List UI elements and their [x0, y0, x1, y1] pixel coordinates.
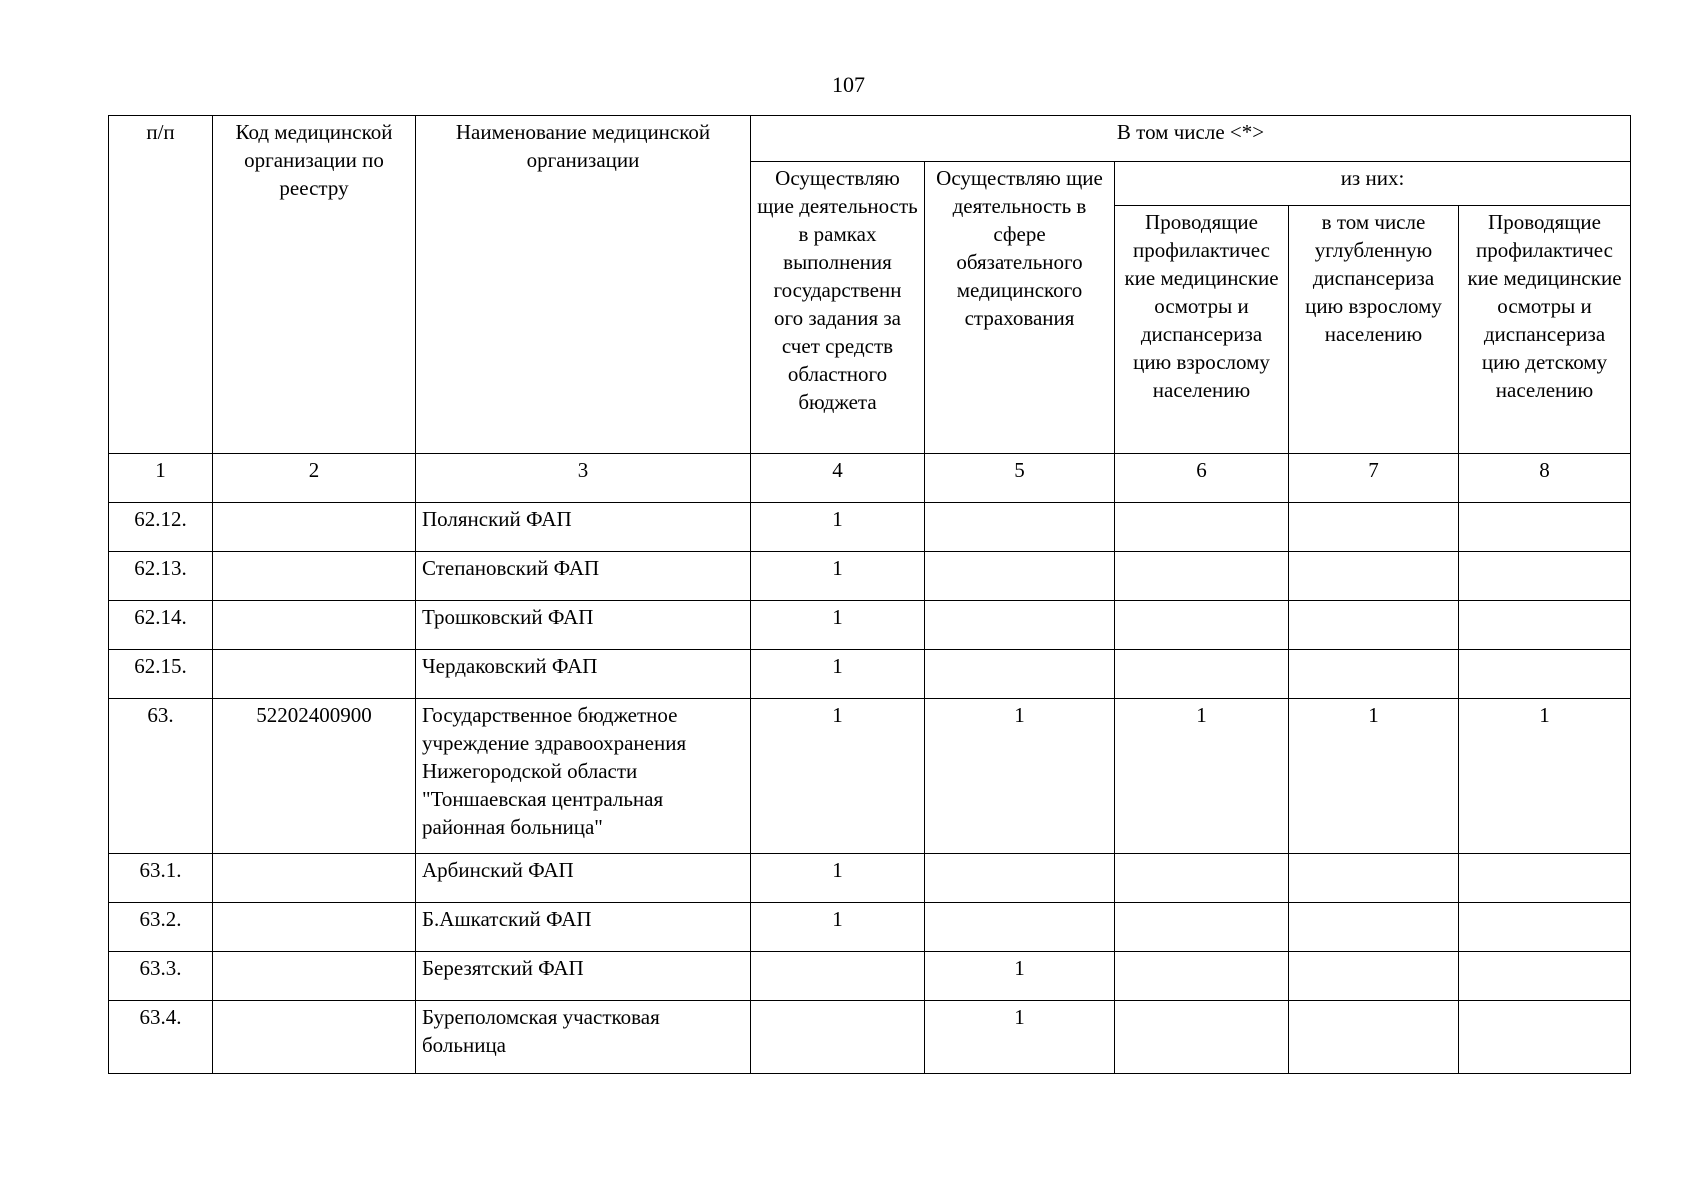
registry-code: 52202400900: [213, 699, 416, 854]
cell-col5: [925, 903, 1115, 952]
column-number: 4: [751, 454, 925, 503]
cell-col7: [1289, 650, 1459, 699]
table-row: [109, 1001, 1631, 1074]
row-number: 62.12.: [109, 503, 213, 552]
table-row: [109, 650, 1631, 699]
cell-col6: [1115, 903, 1289, 952]
header-organization-name: Наименование медицинской организации: [416, 116, 751, 454]
header-adult-checkups: Проводящие профилактичес кие медицинские осмотры и диспансериза цию взрослому населению: [1115, 206, 1289, 454]
cell-col5: [925, 854, 1115, 903]
cell-col6: [1115, 601, 1289, 650]
cell-col7: 1: [1289, 699, 1459, 854]
medical-organizations-table: [108, 115, 1631, 1074]
cell-col5: [925, 650, 1115, 699]
column-number: 6: [1115, 454, 1289, 503]
column-number: 3: [416, 454, 751, 503]
organization-name: Березятский ФАП: [416, 952, 751, 1001]
cell-col7: [1289, 952, 1459, 1001]
table-row: [109, 503, 1631, 552]
organization-name: Государственное бюджетное учреждение здравоохранения Нижегородской области "Тоншаевская центральная районная больница": [416, 699, 751, 854]
cell-col5: 1: [925, 952, 1115, 1001]
row-number: 63.2.: [109, 903, 213, 952]
cell-col4: 1: [751, 503, 925, 552]
column-number: 5: [925, 454, 1115, 503]
cell-col6: [1115, 854, 1289, 903]
table-row: [109, 699, 1631, 854]
header-including-group: В том числе <*>: [751, 116, 1631, 162]
organization-name: Чердаковский ФАП: [416, 650, 751, 699]
cell-col4: [751, 1001, 925, 1074]
table-row: [109, 952, 1631, 1001]
cell-col4: 1: [751, 601, 925, 650]
table-row: [109, 552, 1631, 601]
cell-col7: [1289, 503, 1459, 552]
row-number: 62.13.: [109, 552, 213, 601]
registry-code: [213, 503, 416, 552]
header-child-checkups: Проводящие профилактичес кие медицинские осмотры и диспансериза цию детскому населению: [1459, 206, 1631, 454]
column-number: 2: [213, 454, 416, 503]
cell-col6: [1115, 503, 1289, 552]
row-number: 62.15.: [109, 650, 213, 699]
cell-col8: 1: [1459, 699, 1631, 854]
cell-col4: 1: [751, 552, 925, 601]
cell-col6: [1115, 952, 1289, 1001]
cell-col8: [1459, 601, 1631, 650]
organization-name: Арбинский ФАП: [416, 854, 751, 903]
cell-col4: 1: [751, 903, 925, 952]
organization-name: Степановский ФАП: [416, 552, 751, 601]
cell-col8: [1459, 650, 1631, 699]
header-of-them-group: из них:: [1115, 162, 1631, 206]
cell-col8: [1459, 1001, 1631, 1074]
row-number: 63.4.: [109, 1001, 213, 1074]
cell-col6: [1115, 650, 1289, 699]
cell-col8: [1459, 503, 1631, 552]
cell-col5: 1: [925, 1001, 1115, 1074]
cell-col7: [1289, 903, 1459, 952]
organization-name: Буреполомская участковая больница: [416, 1001, 751, 1074]
registry-code: [213, 601, 416, 650]
column-number: 7: [1289, 454, 1459, 503]
cell-col4: 1: [751, 854, 925, 903]
registry-code: [213, 1001, 416, 1074]
registry-code: [213, 552, 416, 601]
header-row-number: п/п: [109, 116, 213, 454]
cell-col4: [751, 952, 925, 1001]
cell-col8: [1459, 552, 1631, 601]
cell-col7: [1289, 552, 1459, 601]
cell-col8: [1459, 903, 1631, 952]
table-row: [109, 601, 1631, 650]
organization-name: Б.Ашкатский ФАП: [416, 903, 751, 952]
page-number: 107: [832, 72, 865, 97]
registry-code: [213, 952, 416, 1001]
registry-code: [213, 854, 416, 903]
cell-col6: 1: [1115, 699, 1289, 854]
header-in-depth-checkups: в том числе углубленную диспансериза цию взрослому населению: [1289, 206, 1459, 454]
cell-col5: 1: [925, 699, 1115, 854]
cell-col4: 1: [751, 699, 925, 854]
column-number: 8: [1459, 454, 1631, 503]
organization-name: Полянский ФАП: [416, 503, 751, 552]
row-number: 63.3.: [109, 952, 213, 1001]
column-numbers-row: [109, 454, 1631, 503]
row-number: 63.1.: [109, 854, 213, 903]
column-number: 1: [109, 454, 213, 503]
cell-col8: [1459, 952, 1631, 1001]
row-number: 62.14.: [109, 601, 213, 650]
registry-code: [213, 650, 416, 699]
table-row: [109, 854, 1631, 903]
cell-col7: [1289, 1001, 1459, 1074]
cell-col5: [925, 503, 1115, 552]
cell-col7: [1289, 601, 1459, 650]
cell-col5: [925, 552, 1115, 601]
cell-col8: [1459, 854, 1631, 903]
header-compulsory-insurance: Осуществляю щие деятельность в сфере обязательного медицинского страхования: [925, 162, 1115, 454]
cell-col5: [925, 601, 1115, 650]
organization-name: Трошковский ФАП: [416, 601, 751, 650]
cell-col6: [1115, 552, 1289, 601]
table-row: [109, 903, 1631, 952]
cell-col7: [1289, 854, 1459, 903]
row-number: 63.: [109, 699, 213, 854]
header-state-assignment: Осуществляю щие деятельность в рамках выполнения государственн ого задания за счет средств областного бюджета: [751, 162, 925, 454]
cell-col6: [1115, 1001, 1289, 1074]
header-registry-code: Код медицинской организации по реестру: [213, 116, 416, 454]
cell-col4: 1: [751, 650, 925, 699]
registry-code: [213, 903, 416, 952]
